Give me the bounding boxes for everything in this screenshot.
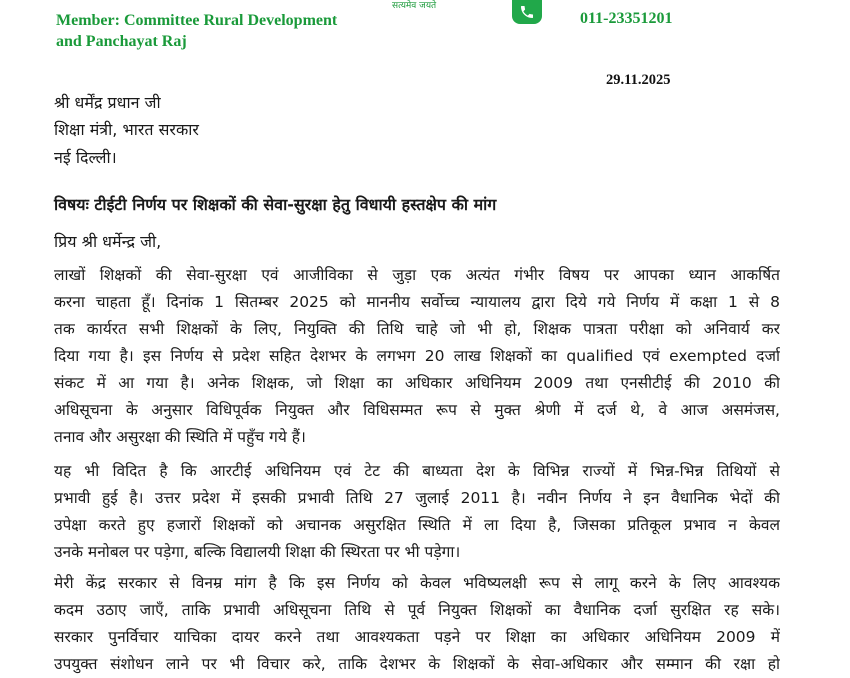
paragraph-line: अधिसूचना के अनुसार विधिपूर्वक नियुक्त और विधिसम्मत रूप से मुक्त श्रेणी में दर्ज थे, वे आज असमंजस, bbox=[54, 401, 780, 419]
paragraph-line: प्रभावी हुई है। उत्तर प्रदेश में इसकी प्रभावी तिथि 27 जुलाई 2011 है। नवीन निर्णय ने इन वैधानिक भेदों की bbox=[54, 489, 780, 507]
paragraph-line: तनाव और असुरक्षा की स्थिति में पहुँच गये हैं। bbox=[54, 428, 306, 446]
paragraph-line: उनके मनोबल पर पड़ेगा, बल्कि विद्यालयी शिक्षा की स्थिरता पर भी पड़ेगा। bbox=[54, 543, 461, 561]
paragraph-line: तक कार्यरत सभी शिक्षकों के लिए, नियुक्ति की तिथि चाहे जो भी हो, शिक्षक पात्रता परीक्षा को अनिवार्य कर bbox=[54, 320, 780, 338]
phone-glyph-icon bbox=[519, 4, 535, 20]
recipient-name: श्री धर्मेंद्र प्रधान जी bbox=[54, 93, 161, 112]
paragraph-line: संकट में आ गया है। अनेक शिक्षक, जो शिक्षा का अधिकार अधिनियम 2009 तथा एनसीटीई की 2010 की bbox=[54, 374, 780, 392]
member-designation bbox=[56, 10, 337, 52]
paragraph-line: उपयुक्त संशोधन लाने पर भी विचार करे, ताकि देशभर के शिक्षकों के सेवा-अधिकार और सम्मान की रक्षा हो bbox=[54, 655, 780, 673]
designation-line: Member: Committee Rural Development bbox=[56, 12, 338, 29]
designation-line: and Panchayat Raj bbox=[56, 33, 187, 50]
paragraph-line: करना चाहता हूँ। दिनांक 1 सितम्बर 2025 को माननीय सर्वोच्च न्यायालय द्वारा दिये गये निर्णय में कक्षा 1 से 8 bbox=[54, 293, 780, 311]
body-paragraph-2 bbox=[54, 458, 780, 566]
paragraph-line: कदम उठाए जाएँ, ताकि प्रभावी अधिसूचना तिथि से पूर्व नियुक्त शिक्षकों का वैधानिक दर्जा सुरक्षित रह सके। bbox=[54, 601, 780, 619]
paragraph-line: उपेक्षा करते हुए हजारों शिक्षकों को अचानक असुरक्षित स्थिति में ला दिया है, जिसका प्रतिकूल प्रभाव न केवल bbox=[54, 516, 780, 534]
paragraph-line: यह भी विदित है कि आरटीई अधिनियम एवं टेट की बाध्यता देश के विभिन्न राज्यों में भिन्न-भिन्न तिथियों से bbox=[54, 462, 780, 480]
paragraph-line: मेरी केंद्र सरकार से विनम्र मांग है कि इस निर्णय को केवल भविष्यलक्षी रूप से लागू करने के लिए आवश्यक bbox=[54, 574, 780, 592]
paragraph-line: लाखों शिक्षकों की सेवा-सुरक्षा एवं आजीविका से जुड़ा एक अत्यंत गंभीर विषय पर आपका ध्यान आकर्षित bbox=[54, 266, 780, 284]
letter-date: 29.11.2025 bbox=[606, 72, 671, 88]
paragraph-line: सरकार पुनर्विचार याचिका दायर करने तथा आवश्यकता पड़ने पर शिक्षा का अधिकार अधिनियम 2009 में bbox=[54, 628, 780, 646]
body-paragraph-3 bbox=[54, 570, 780, 678]
paragraph-line: दिया गया है। इस निर्णय से प्रदेश सहित देशभर के लगभग 20 लाख शिक्षकों का qualified एवं exempted दर्जा bbox=[54, 347, 780, 365]
emblem-motto: सत्यमेव जयते bbox=[392, 1, 437, 11]
phone-icon bbox=[512, 0, 542, 24]
salutation: प्रिय श्री धर्मेन्द्र जी, bbox=[54, 232, 162, 251]
recipient-city: नई दिल्ली। bbox=[54, 148, 117, 167]
recipient-designation: शिक्षा मंत्री, भारत सरकार bbox=[54, 120, 199, 139]
phone-number: 011-23351201 bbox=[580, 10, 673, 27]
letter-subject: विषयः टीईटी निर्णय पर शिक्षकों की सेवा-सुरक्षा हेतु विधायी हस्तक्षेप की मांग bbox=[54, 195, 497, 214]
body-paragraph-1 bbox=[54, 262, 780, 451]
